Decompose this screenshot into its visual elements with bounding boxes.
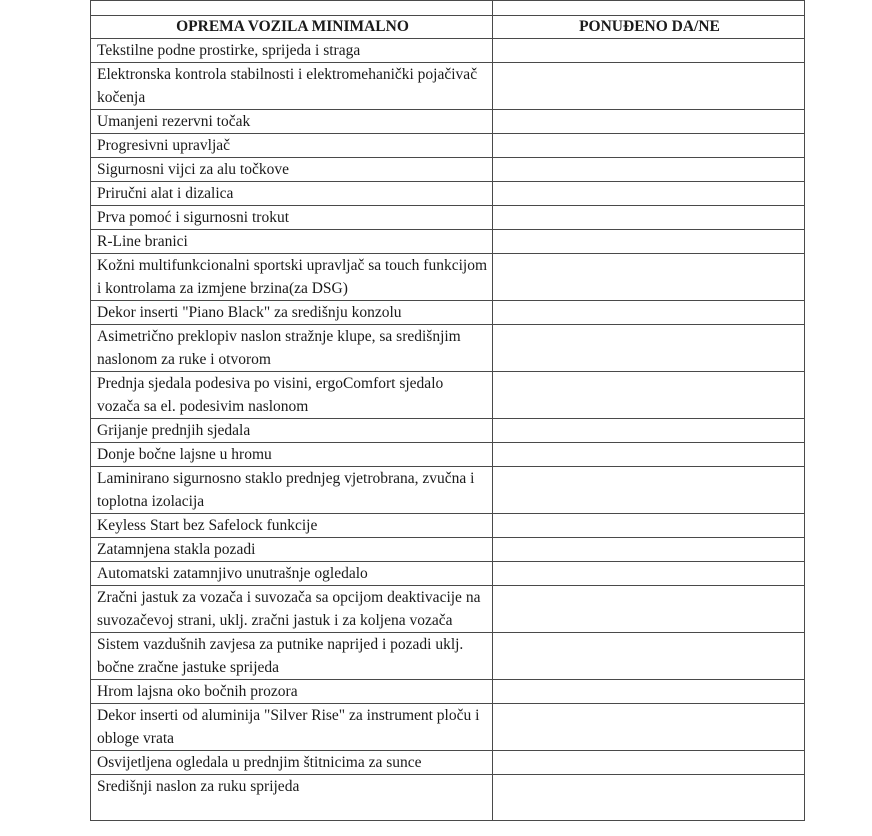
header-equipment: OPREMA VOZILA MINIMALNO <box>91 16 493 39</box>
table-row <box>91 775 805 821</box>
table-row <box>91 419 805 443</box>
offered-yes-no-cell[interactable] <box>493 372 805 419</box>
offered-yes-no-cell[interactable] <box>493 467 805 514</box>
table-row <box>91 372 805 419</box>
offered-yes-no-cell[interactable] <box>493 680 805 704</box>
offered-yes-no-cell[interactable] <box>493 751 805 775</box>
offered-yes-no-cell[interactable] <box>493 775 805 821</box>
equipment-item-cell: Tekstilne podne prostirke, sprijeda i straga <box>91 39 493 63</box>
offered-yes-no-cell[interactable] <box>493 301 805 325</box>
equipment-item-cell: Sigurnosni vijci za alu točkove <box>91 158 493 182</box>
equipment-item-cell: Progresivni upravljač <box>91 134 493 158</box>
equipment-item-cell: Donje bočne lajsne u hromu <box>91 443 493 467</box>
equipment-item-cell: Asimetrično preklopiv naslon stražnje klupe, sa središnjim naslonom za ruke i otvorom <box>91 325 493 372</box>
offered-yes-no-cell[interactable] <box>493 419 805 443</box>
offered-yes-no-cell[interactable] <box>493 158 805 182</box>
offered-yes-no-cell[interactable] <box>493 134 805 158</box>
offered-yes-no-cell[interactable] <box>493 443 805 467</box>
equipment-item-cell: Prednja sjedala podesiva po visini, ergoComfort sjedalo vozača sa el. podesivim naslonom <box>91 372 493 419</box>
offered-yes-no-cell[interactable] <box>493 633 805 680</box>
stub-cell <box>91 1 493 16</box>
offered-yes-no-cell[interactable] <box>493 562 805 586</box>
equipment-item-cell: Zračni jastuk za vozača i suvozača sa opcijom deaktivacije na suvozačevoj strani, uklj. zračni jastuk i za koljena vozača <box>91 586 493 633</box>
header-offered: PONUĐENO DA/NE <box>493 16 805 39</box>
equipment-item-cell: Grijanje prednjih sjedala <box>91 419 493 443</box>
equipment-item-cell: Sistem vazdušnih zavjesa za putnike naprijed i pozadi uklj. bočne zračne jastuke sprijeda <box>91 633 493 680</box>
equipment-item-cell: Umanjeni rezervni točak <box>91 110 493 134</box>
equipment-item-cell: Dekor inserti "Piano Black" za središnju konzolu <box>91 301 493 325</box>
table-row <box>91 230 805 254</box>
offered-yes-no-cell[interactable] <box>493 39 805 63</box>
table-row <box>91 301 805 325</box>
table-header-row <box>91 16 805 39</box>
offered-yes-no-cell[interactable] <box>493 63 805 110</box>
table-row <box>91 206 805 230</box>
equipment-item-cell: Hrom lajsna oko bočnih prozora <box>91 680 493 704</box>
offered-yes-no-cell[interactable] <box>493 110 805 134</box>
table-top-stub-row <box>91 1 805 16</box>
offered-yes-no-cell[interactable] <box>493 325 805 372</box>
offered-yes-no-cell[interactable] <box>493 182 805 206</box>
equipment-item-cell: Automatski zatamnjivo unutrašnje ogledalo <box>91 562 493 586</box>
table-row <box>91 182 805 206</box>
table-row <box>91 514 805 538</box>
table-row <box>91 325 805 372</box>
equipment-item-cell: Dekor inserti od aluminija "Silver Rise" za instrument ploču i obloge vrata <box>91 704 493 751</box>
equipment-item-cell: Priručni alat i dizalica <box>91 182 493 206</box>
table-row <box>91 254 805 301</box>
equipment-item-cell: Prva pomoć i sigurnosni trokut <box>91 206 493 230</box>
table-row <box>91 134 805 158</box>
offered-yes-no-cell[interactable] <box>493 586 805 633</box>
table-row <box>91 680 805 704</box>
equipment-item-cell: R-Line branici <box>91 230 493 254</box>
table-row <box>91 63 805 110</box>
table-row <box>91 633 805 680</box>
equipment-item-cell: Kožni multifunkcionalni sportski upravljač sa touch funkcijom i kontrolama za izmjene brzina(za DSG) <box>91 254 493 301</box>
table-row <box>91 538 805 562</box>
table-row <box>91 562 805 586</box>
stub-cell <box>493 1 805 16</box>
offered-yes-no-cell[interactable] <box>493 230 805 254</box>
table-row <box>91 443 805 467</box>
equipment-table-container <box>90 0 804 821</box>
offered-yes-no-cell[interactable] <box>493 538 805 562</box>
equipment-item-cell: Središnji naslon za ruku sprijeda <box>91 775 493 821</box>
table-row <box>91 751 805 775</box>
equipment-item-cell: Keyless Start bez Safelock funkcije <box>91 514 493 538</box>
table-row <box>91 586 805 633</box>
equipment-item-cell: Laminirano sigurnosno staklo prednjeg vjetrobrana, zvučna i toplotna izolacija <box>91 467 493 514</box>
equipment-item-cell: Osvijetljena ogledala u prednjim štitnicima za sunce <box>91 751 493 775</box>
offered-yes-no-cell[interactable] <box>493 514 805 538</box>
table-row <box>91 467 805 514</box>
offered-yes-no-cell[interactable] <box>493 704 805 751</box>
offered-yes-no-cell[interactable] <box>493 206 805 230</box>
table-row <box>91 110 805 134</box>
table-row <box>91 704 805 751</box>
offered-yes-no-cell[interactable] <box>493 254 805 301</box>
equipment-table <box>90 0 805 821</box>
equipment-item-cell: Elektronska kontrola stabilnosti i elektromehanički pojačivač kočenja <box>91 63 493 110</box>
table-row <box>91 39 805 63</box>
table-row <box>91 158 805 182</box>
equipment-item-cell: Zatamnjena stakla pozadi <box>91 538 493 562</box>
